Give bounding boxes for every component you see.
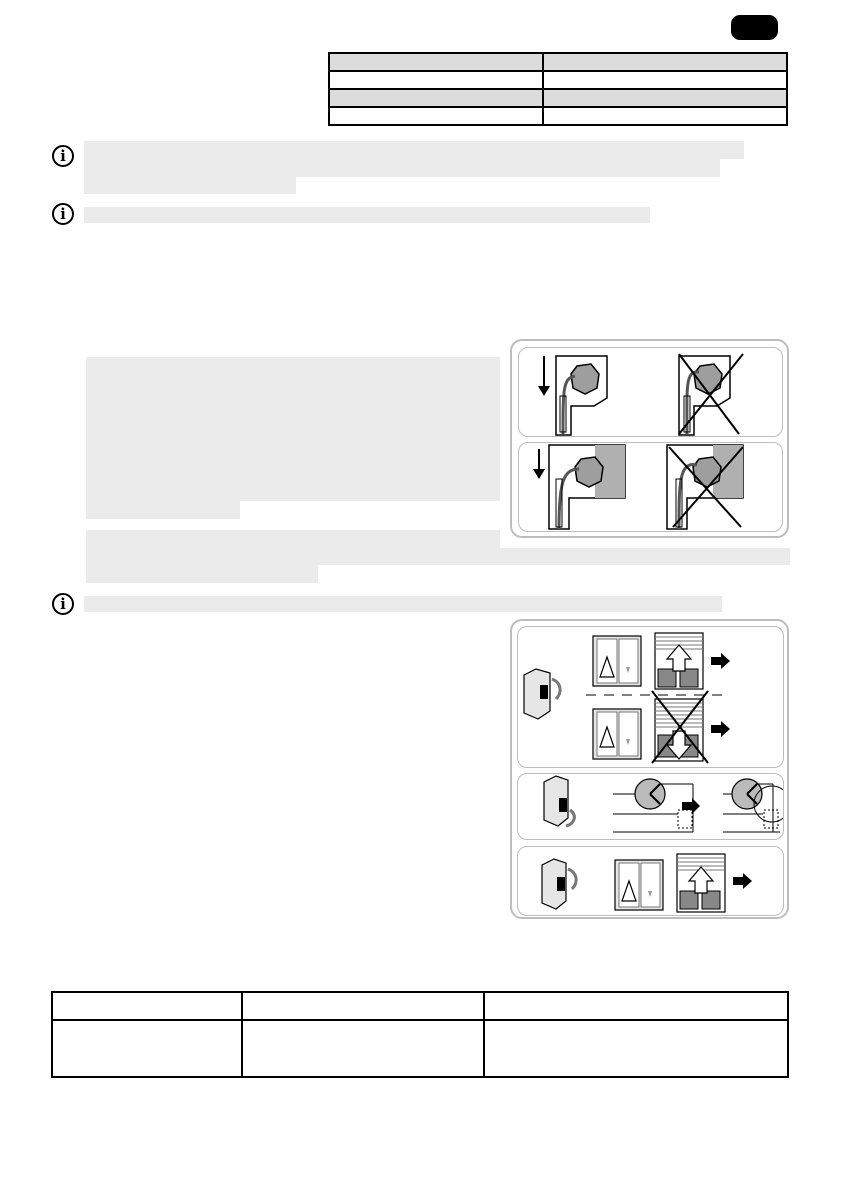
table-cell [543, 71, 787, 89]
table-cell [543, 107, 787, 125]
table-row [329, 107, 787, 125]
language-badge [731, 15, 778, 40]
info-icon: i [52, 203, 74, 225]
wiring-diagram [518, 774, 783, 839]
table-cell [329, 53, 543, 71]
paragraph-shade [86, 565, 318, 583]
figure-panel-final-test [517, 846, 784, 916]
table-header-row [52, 992, 788, 1020]
info-icon: i [52, 593, 74, 615]
note-1-text-shade [84, 141, 744, 159]
table-row [52, 1020, 788, 1077]
cable-routing-figure [510, 339, 789, 538]
table-cell [543, 53, 787, 71]
figure-panel-bottom [518, 442, 783, 532]
table-row [329, 89, 787, 107]
bottom-table [51, 991, 789, 1078]
breaker-icon [524, 669, 560, 719]
note-3-text-shade [84, 596, 722, 612]
table-header-cell [52, 992, 242, 1020]
table-cell [242, 1020, 484, 1077]
table-cell [329, 71, 543, 89]
switch-test-diagram [518, 627, 783, 767]
paragraph-shade [86, 548, 790, 565]
info-icon: i [52, 145, 74, 167]
table-cell [329, 107, 543, 125]
table-header-cell [242, 992, 484, 1020]
figure-panel-switch-test [517, 626, 784, 768]
note-1-text-shade [84, 159, 720, 177]
cable-routing-diagram-top [519, 348, 782, 436]
operation-figure [510, 619, 789, 919]
paragraph-shade [86, 501, 240, 519]
cable-routing-diagram-bottom [519, 443, 782, 531]
breaker-icon [544, 776, 574, 826]
breaker-icon [542, 859, 576, 909]
table-cell [543, 89, 787, 107]
final-test-diagram [518, 847, 783, 915]
spec-table [328, 52, 788, 126]
figure-panel-top [518, 347, 783, 437]
table-header-cell [484, 992, 788, 1020]
note-1-text-shade [84, 177, 296, 194]
table-cell [484, 1020, 788, 1077]
table-row [329, 53, 787, 71]
figure-panel-wiring [517, 773, 784, 840]
table-cell [329, 89, 543, 107]
paragraph-shade [86, 357, 500, 501]
note-2-text-shade [84, 207, 650, 223]
table-cell [52, 1020, 242, 1077]
paragraph-shade [86, 530, 500, 548]
table-row [329, 71, 787, 89]
